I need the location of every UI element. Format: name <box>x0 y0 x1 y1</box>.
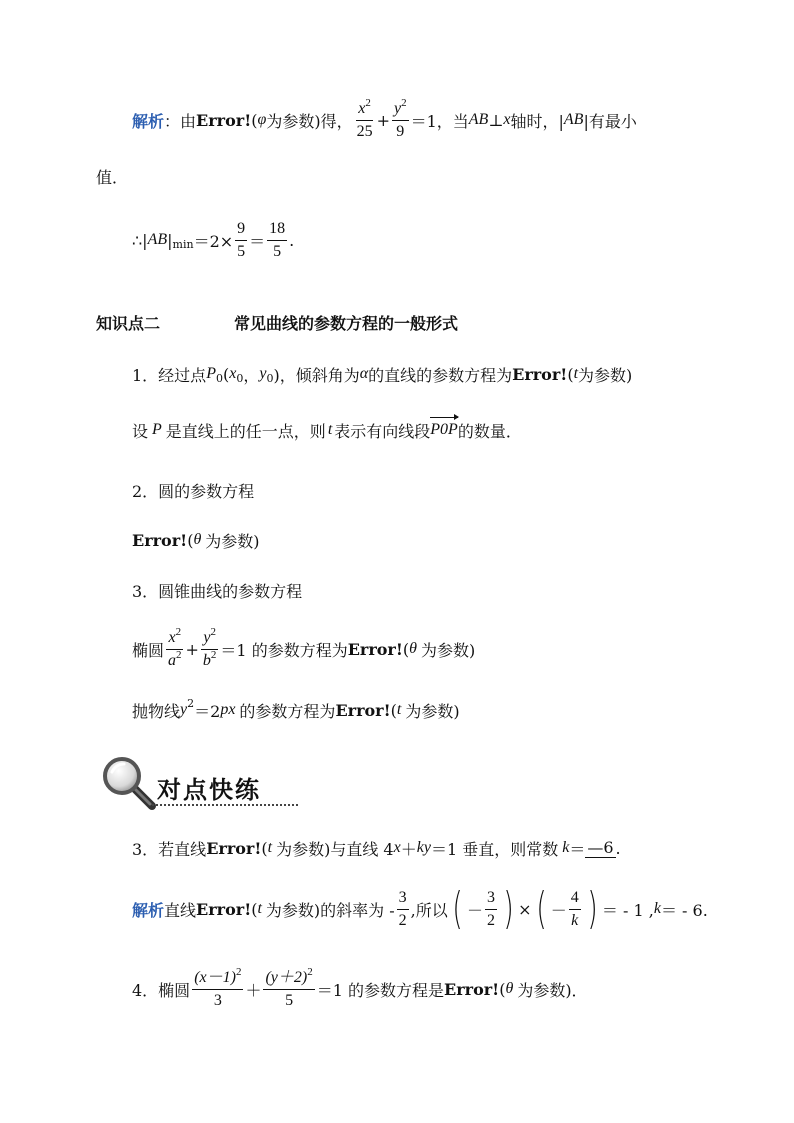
answer: —6 <box>587 838 614 857</box>
text: )，倾斜角为 <box>273 365 360 385</box>
item-3-parabola <box>132 692 460 728</box>
item-3-ellipse <box>132 624 475 674</box>
frac-num: x <box>358 99 366 117</box>
fraction-3-2 <box>397 889 409 929</box>
sup: 2 <box>187 696 195 710</box>
sup: 2 <box>210 648 217 661</box>
frac-num: 9 <box>235 220 247 241</box>
text: 1．经过点 <box>132 365 207 385</box>
solution-1-line-2 <box>96 158 128 194</box>
theta: θ <box>193 531 202 548</box>
t-var: t <box>573 365 579 382</box>
frac-num: 4 <box>569 889 581 910</box>
x0: x <box>229 365 237 382</box>
left-paren: ( <box>535 883 547 934</box>
theta: θ <box>505 980 514 997</box>
text: ( <box>390 700 397 720</box>
solution-1-line-3 <box>132 216 294 264</box>
text: 3．若直线 <box>132 839 207 859</box>
vector-P0P: P0P <box>430 421 458 438</box>
text: ＝ <box>249 231 266 251</box>
fraction-x2-a2 <box>166 625 184 669</box>
fraction-y2-9 <box>392 96 409 140</box>
plus: ＋ <box>245 980 262 1000</box>
frac-den: 5 <box>237 242 246 260</box>
text: 轴时，| <box>510 111 564 131</box>
fraction-x-minus-1 <box>192 965 243 1009</box>
frac-num: (y＋2) <box>265 968 308 986</box>
frac-den: 2 <box>398 911 407 929</box>
frac-num: y <box>203 628 211 646</box>
text: ＝1 的参数方程是 <box>316 980 445 1000</box>
fraction-y-plus-2 <box>263 965 314 1009</box>
fraction-4-k <box>569 889 581 929</box>
magnifier-icon <box>100 756 160 812</box>
frac-den: 2 <box>486 911 495 929</box>
t-var: t <box>396 701 402 718</box>
solution-1-line-1 <box>132 98 637 142</box>
text: ＝1 的参数方程为 <box>220 640 348 660</box>
error-text: Error! <box>335 700 391 720</box>
text: ＝2 <box>194 701 221 721</box>
text: 3．圆锥曲线的参数方程 <box>132 581 303 601</box>
quick-practice-banner <box>100 756 300 812</box>
k-var: k <box>416 839 424 856</box>
solution-3 <box>132 884 708 934</box>
plus: + <box>376 110 390 130</box>
text: 直线 <box>164 900 197 920</box>
minus: － <box>466 900 483 920</box>
text: 为参数)得， <box>266 111 353 131</box>
text: 为参数) <box>421 640 476 660</box>
error-text: Error! <box>444 979 500 999</box>
text: 表示有向线段 <box>334 421 431 441</box>
fraction-18-5 <box>267 220 287 260</box>
frac-den: k <box>571 911 579 929</box>
text: 的数量． <box>457 421 522 441</box>
frac-num: 18 <box>267 220 287 241</box>
sup: 2 <box>365 96 371 109</box>
plus: ＋ <box>400 839 417 859</box>
text: ,所以 <box>410 900 448 920</box>
minus: － <box>550 900 567 920</box>
section-label: 知识点二 <box>96 313 161 333</box>
frac-num: y <box>393 99 402 117</box>
fraction-y2-b2 <box>201 625 219 669</box>
sub: 0 <box>236 371 244 385</box>
item-2-title <box>132 472 254 508</box>
fraction-3-2b <box>485 889 497 929</box>
text: ＝2× <box>193 231 234 251</box>
text: ＝1，当 <box>410 111 469 131</box>
question-4 <box>132 964 588 1014</box>
theta: θ <box>409 640 417 657</box>
text: ＝1 垂直，则常数 <box>430 839 559 859</box>
period: . <box>615 838 621 858</box>
bar: | <box>167 230 173 250</box>
sup: 2 <box>175 625 182 638</box>
alpha: α <box>359 365 369 382</box>
text: ＝ <box>569 839 586 859</box>
k-var: k <box>562 839 570 856</box>
x-var: x <box>503 111 511 128</box>
dotted-divider <box>152 804 298 806</box>
text: 为参数) <box>405 701 460 721</box>
error-text: Error! <box>132 530 188 550</box>
left-paren: ( <box>452 883 463 934</box>
plus: + <box>185 639 199 659</box>
text: 是直线上的任一点，则 <box>165 421 326 441</box>
AB: AB <box>147 231 168 248</box>
fraction-x2-25 <box>355 96 375 140</box>
min-sub: min <box>172 237 194 251</box>
error-text: Error! <box>512 364 568 384</box>
text: ：由 <box>164 111 197 131</box>
text: ( <box>251 899 258 919</box>
solution-label: 解析 <box>132 111 165 131</box>
error-text: Error! <box>206 838 262 858</box>
frac-num: (x－1) <box>194 968 236 986</box>
frac-den: 3 <box>213 991 222 1009</box>
times: × <box>518 899 532 919</box>
frac-den: 5 <box>285 991 294 1009</box>
text: ( <box>251 110 258 130</box>
item-1-line-2 <box>132 412 522 448</box>
text: ＝ - 6. <box>660 900 708 920</box>
text: 2．圆的参数方程 <box>132 481 255 501</box>
k-var: k <box>653 900 661 917</box>
item-2-formula <box>132 522 260 558</box>
section-title: 常见曲线的参数方程的一般形式 <box>234 313 459 333</box>
item-3-title <box>132 572 302 608</box>
quick-practice-title: 对点快练 <box>157 776 261 804</box>
t-var: t <box>267 839 273 856</box>
text: 抛物线 <box>132 701 181 721</box>
item-1-line-1 <box>132 356 632 392</box>
text: ( <box>402 639 410 659</box>
sup: 2 <box>235 965 242 978</box>
sub: 0 <box>266 371 274 385</box>
y-var: y <box>180 701 188 718</box>
text: ， <box>243 365 260 385</box>
frac-den: 9 <box>396 122 405 140</box>
text: 设 <box>132 421 149 441</box>
t-var: t <box>257 900 262 917</box>
frac-den: a <box>168 651 177 669</box>
frac-den: b <box>202 651 211 669</box>
frac-num: 3 <box>397 889 409 910</box>
text: ( <box>261 838 268 858</box>
right-paren: ) <box>587 883 598 934</box>
text: ( <box>567 364 574 384</box>
frac-num: 3 <box>485 889 497 910</box>
t-var: t <box>327 421 333 438</box>
sub: 0 <box>215 371 223 385</box>
x-var: x <box>393 839 401 856</box>
fraction-9-5 <box>235 220 247 260</box>
frac-den: 25 <box>356 122 373 140</box>
error-text: Error! <box>347 639 403 659</box>
text: 为参数)与直线 4 <box>276 839 394 859</box>
error-text: Error! <box>196 899 252 919</box>
text: 为参数)的斜率为 - <box>265 900 395 920</box>
text: ( <box>222 364 230 384</box>
sup: 2 <box>307 965 313 978</box>
text: ( <box>499 979 506 999</box>
period: . <box>289 230 295 250</box>
solution-label: 解析 <box>132 900 165 920</box>
therefore: ∴| <box>132 230 148 250</box>
section-heading <box>96 304 458 340</box>
text: 的直线的参数方程为 <box>368 365 513 385</box>
text: 的参数方程为 <box>239 701 336 721</box>
text: |有最小 <box>583 111 637 131</box>
phi-symbol: φ <box>257 111 267 128</box>
error-text: Error! <box>196 110 252 130</box>
P: P <box>152 421 162 438</box>
sup: 2 <box>210 625 216 638</box>
question-3 <box>132 830 621 866</box>
AB: AB <box>468 111 489 128</box>
text: ( <box>187 530 194 550</box>
px: px <box>220 701 236 718</box>
frac-num: x <box>168 628 176 646</box>
frac-den: 5 <box>273 242 282 260</box>
text: 为参数) <box>578 365 633 385</box>
text: ＝ - 1 , <box>601 900 654 920</box>
AB: AB <box>563 111 584 128</box>
text: 为参数) <box>205 531 260 551</box>
text: 值． <box>96 167 129 187</box>
text: 椭圆 <box>132 640 165 660</box>
text: 为参数)． <box>517 980 588 1000</box>
right-paren: ) <box>503 883 514 934</box>
sup: 2 <box>176 648 182 661</box>
sup: 2 <box>401 96 407 109</box>
y-var: y <box>423 839 431 856</box>
y0: y <box>259 365 267 382</box>
text: 4．椭圆 <box>132 980 191 1000</box>
perp: ⊥ <box>488 110 504 130</box>
P: P <box>206 365 216 382</box>
